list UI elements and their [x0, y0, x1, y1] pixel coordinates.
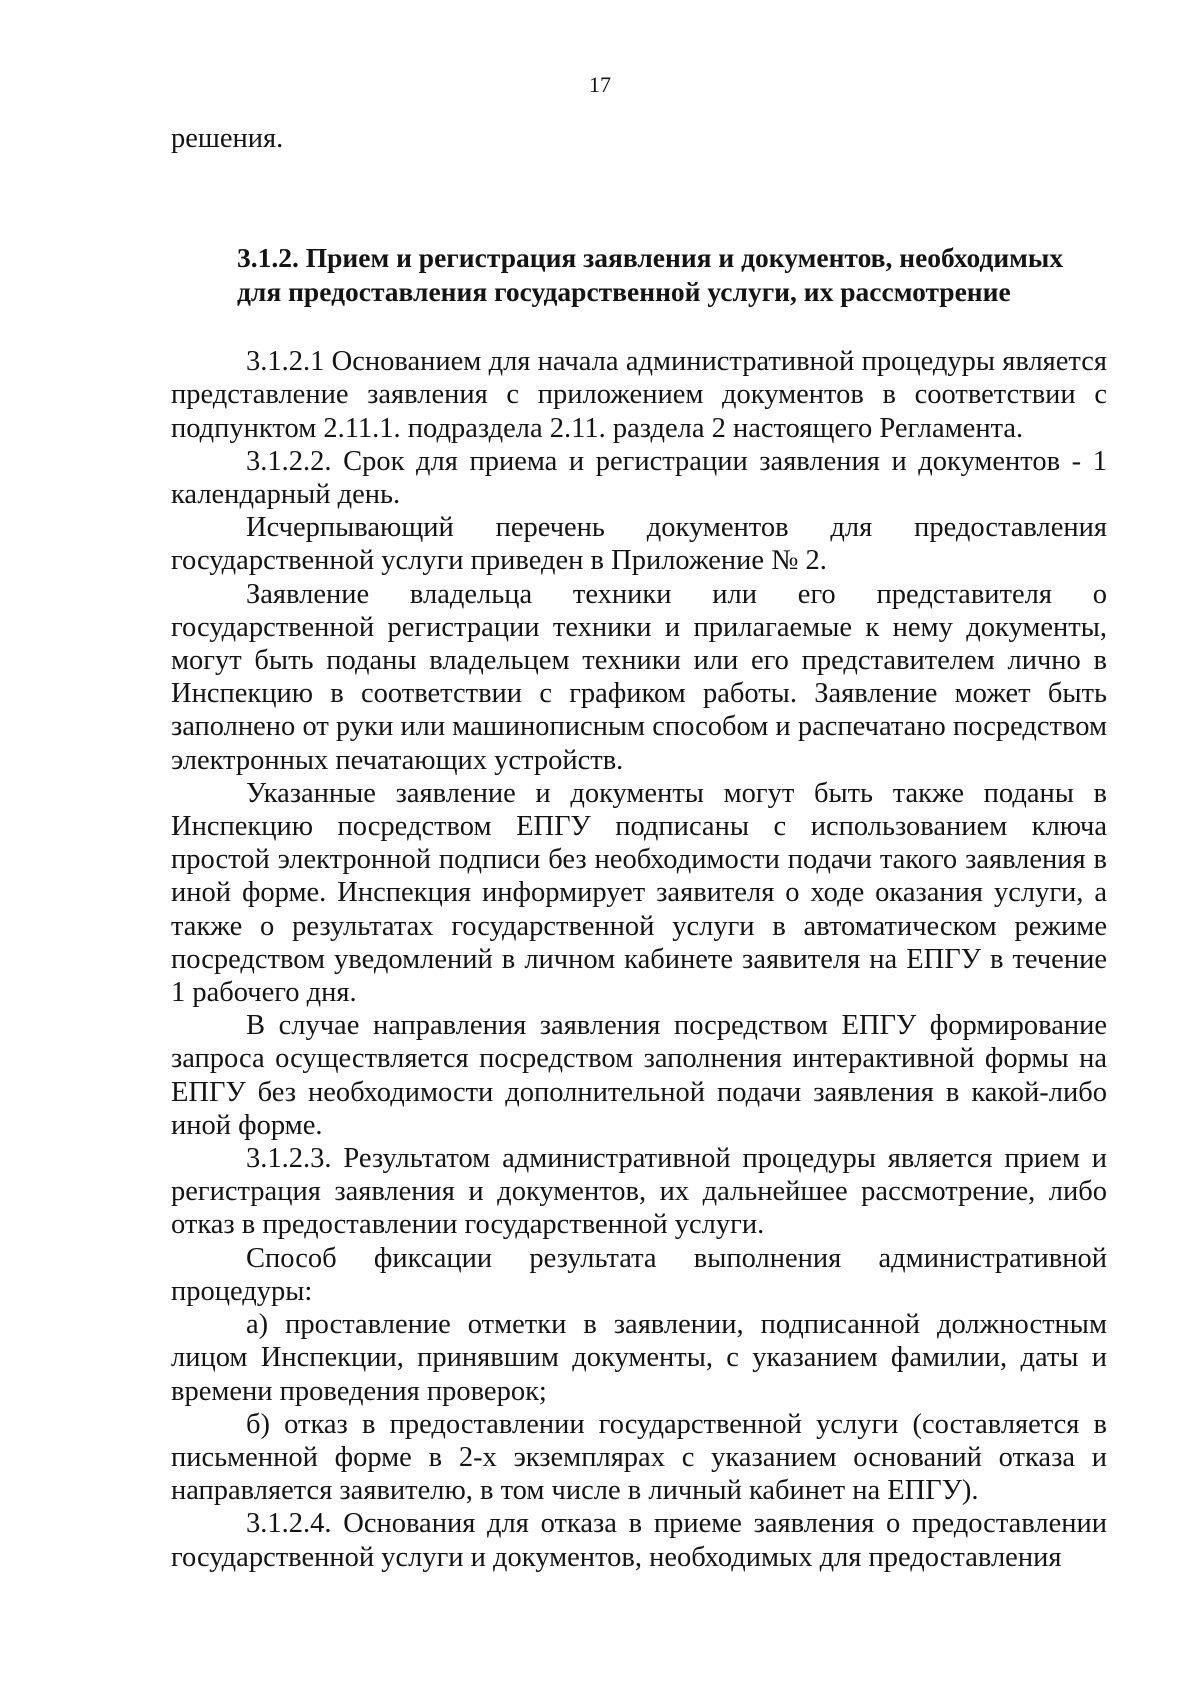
paragraph-3-1-2-1: 3.1.2.1 Основанием для начала административной процедуры является представление заявления с приложением документов в соответствии с подпунктом 2.11.1. подраздела 2.11. раздела 2 настоящего Регламента. [171, 346, 1107, 444]
paragraph-3-1-2-4: 3.1.2.4. Основания для отказа в приеме заявления о предоставлении государственной услуги и документов, необходимых для предоставления [171, 1508, 1107, 1573]
document-body [171, 122, 1107, 1574]
paragraph-3-1-2-2: 3.1.2.2. Срок для приема и регистрации заявления и документов - 1 календарный день. [171, 445, 1107, 511]
paragraph-epgu-submission: Указанные заявление и документы могут быть также поданы в Инспекцию посредством ЕПГУ подписаны с использованием ключа простой электронной подписи без необходимости подачи такого заявления в иной форме. Инспекция информирует заявителя о ходе оказания услуги, а также о результатах государственной услуги в автоматическом режиме посредством уведомлений в личном кабинете заявителя на ЕПГУ в течение 1 рабочего дня. [171, 777, 1107, 1009]
paragraph-epgu-request: В случае направления заявления посредством ЕПГУ формирование запроса осуществляется посредством заполнения интерактивной формы на ЕПГУ без необходимости дополнительной подачи заявления в какой-либо иной форме. [171, 1010, 1107, 1141]
paragraph-3-1-2-3: 3.1.2.3. Результатом административной процедуры является прием и регистрация заявления и документов, их дальнейшее рассмотрение, либо отказ в предоставлении государственной услуги. [171, 1143, 1107, 1241]
paragraph-application-submission: Заявление владельца техники или его представителя о государственной регистрации техники и прилагаемые к нему документы, могут быть поданы владельцем техники или его представителем лично в Инспекцию в соответствии с графиком работы. Заявление может быть заполнено от руки или машинописным способом и распечатано посредством электронных печатающих устройств. [171, 578, 1107, 776]
paragraph-fixation-method: Способ фиксации результата выполнения административной процедуры: [171, 1242, 1107, 1307]
continuation-text: решения. [171, 123, 284, 154]
paragraph-documents-list: Исчерпывающий перечень документов для предоставления государственной услуги приведен в Приложение № 2. [171, 512, 1107, 577]
list-item-b: б) отказ в предоставлении государственной услуги (составляется в письменной форме в 2-х экземплярах с указанием оснований отказа и направляется заявителю, в том числе в личный кабинет на ЕПГУ). [171, 1408, 1107, 1507]
page-number: 17 [589, 72, 611, 97]
section-heading: 3.1.2. Прием и регистрация заявления и документов, необходимых для предоставления государственной услуги, их рассмотрение [237, 242, 1064, 308]
list-item-a: а) проставление отметки в заявлении, подписанной должностным лицом Инспекции, принявшим документы, с указанием фамилии, даты и времени проведения проверок; [171, 1309, 1107, 1407]
